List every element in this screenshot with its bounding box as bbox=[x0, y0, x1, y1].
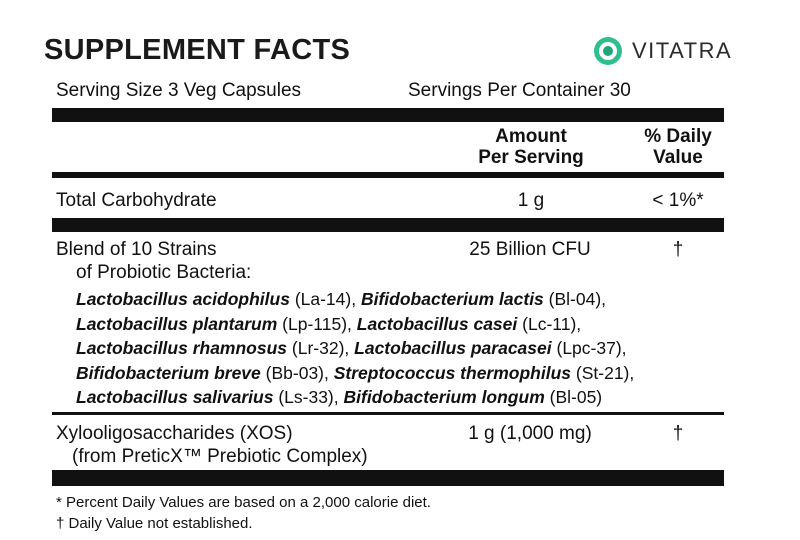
servings-per-container: Servings Per Container 30 bbox=[408, 80, 631, 101]
serving-size: Serving Size 3 Veg Capsules bbox=[56, 80, 302, 101]
row-carbohydrate-dv: < 1%* bbox=[652, 190, 704, 211]
amount-column-header bbox=[456, 126, 606, 168]
strain-line bbox=[76, 336, 634, 361]
strain-name: Lactobacillus casei bbox=[356, 313, 518, 334]
strain-code: (St-21), bbox=[575, 362, 635, 383]
strain-code: (La-14), bbox=[294, 289, 357, 309]
amount-header-line2: Per Serving bbox=[478, 147, 584, 168]
row-blend-name-line1: Blend of 10 Strains bbox=[56, 239, 217, 260]
dv-header-line2: Value bbox=[653, 147, 703, 168]
strain-name: Lactobacillus salivarius bbox=[76, 387, 274, 407]
row-blend-dv: † bbox=[672, 239, 684, 260]
strain-name: Lactobacillus paracasei bbox=[354, 338, 552, 358]
dv-column-header bbox=[628, 126, 728, 168]
strain-name: Lactobacillus plantarum bbox=[76, 313, 278, 334]
row-xos-amount: 1 g (1,000 mg) bbox=[468, 423, 592, 444]
strain-list bbox=[76, 287, 634, 410]
thick-divider bbox=[52, 470, 724, 486]
row-carbohydrate-name: Total Carbohydrate bbox=[56, 190, 217, 211]
strain-code: (Lpc-37), bbox=[556, 338, 627, 358]
strain-line bbox=[76, 312, 634, 337]
strain-code: (Bl-05) bbox=[549, 387, 603, 407]
row-blend-amount: 25 Billion CFU bbox=[469, 239, 591, 260]
dv-header-line1: % Daily bbox=[644, 126, 712, 147]
strain-line bbox=[76, 385, 634, 410]
footnote-not-established: † Daily Value not established. bbox=[56, 515, 253, 532]
row-xos-dv: † bbox=[672, 423, 684, 444]
strain-name: Lactobacillus rhamnosus bbox=[76, 338, 288, 358]
strain-name: Streptococcus thermophilus bbox=[333, 362, 572, 383]
brand-logo-icon bbox=[594, 37, 622, 65]
brand-logo bbox=[594, 36, 732, 66]
row-xos-name-line1: Xylooligosaccharides (XOS) bbox=[56, 423, 293, 444]
strain-name: Bifidobacterium lactis bbox=[360, 289, 544, 309]
page-title: SUPPLEMENT FACTS bbox=[44, 34, 351, 66]
strain-name: Bifidobacterium breve bbox=[76, 362, 261, 383]
amount-header-line1: Amount bbox=[495, 126, 567, 147]
thick-divider bbox=[52, 218, 724, 232]
strain-code: (Lc-11), bbox=[522, 313, 582, 334]
row-blend-name-line2: of Probiotic Bacteria: bbox=[76, 262, 252, 283]
strain-line bbox=[76, 287, 634, 312]
thick-divider bbox=[52, 108, 724, 122]
strain-name: Bifidobacterium longum bbox=[343, 387, 545, 407]
thin-divider bbox=[52, 412, 724, 415]
strain-code: (Lp-115), bbox=[282, 313, 352, 334]
strain-line bbox=[76, 361, 634, 386]
medium-divider bbox=[52, 172, 724, 178]
strain-code: (Lr-32), bbox=[291, 338, 350, 358]
row-carbohydrate-amount: 1 g bbox=[517, 190, 545, 211]
footnote-daily-values: * Percent Daily Values are based on a 2,000 calorie diet. bbox=[56, 494, 431, 511]
row-xos-name-line2: (from PreticX™ Prebiotic Complex) bbox=[72, 446, 368, 467]
strain-code: (Bl-04), bbox=[548, 289, 607, 309]
strain-code: (Ls-33), bbox=[278, 387, 339, 407]
strain-code: (Bb-03), bbox=[265, 362, 329, 383]
brand-name: VITATRA bbox=[632, 38, 733, 63]
strain-name: Lactobacillus acidophilus bbox=[76, 289, 290, 309]
